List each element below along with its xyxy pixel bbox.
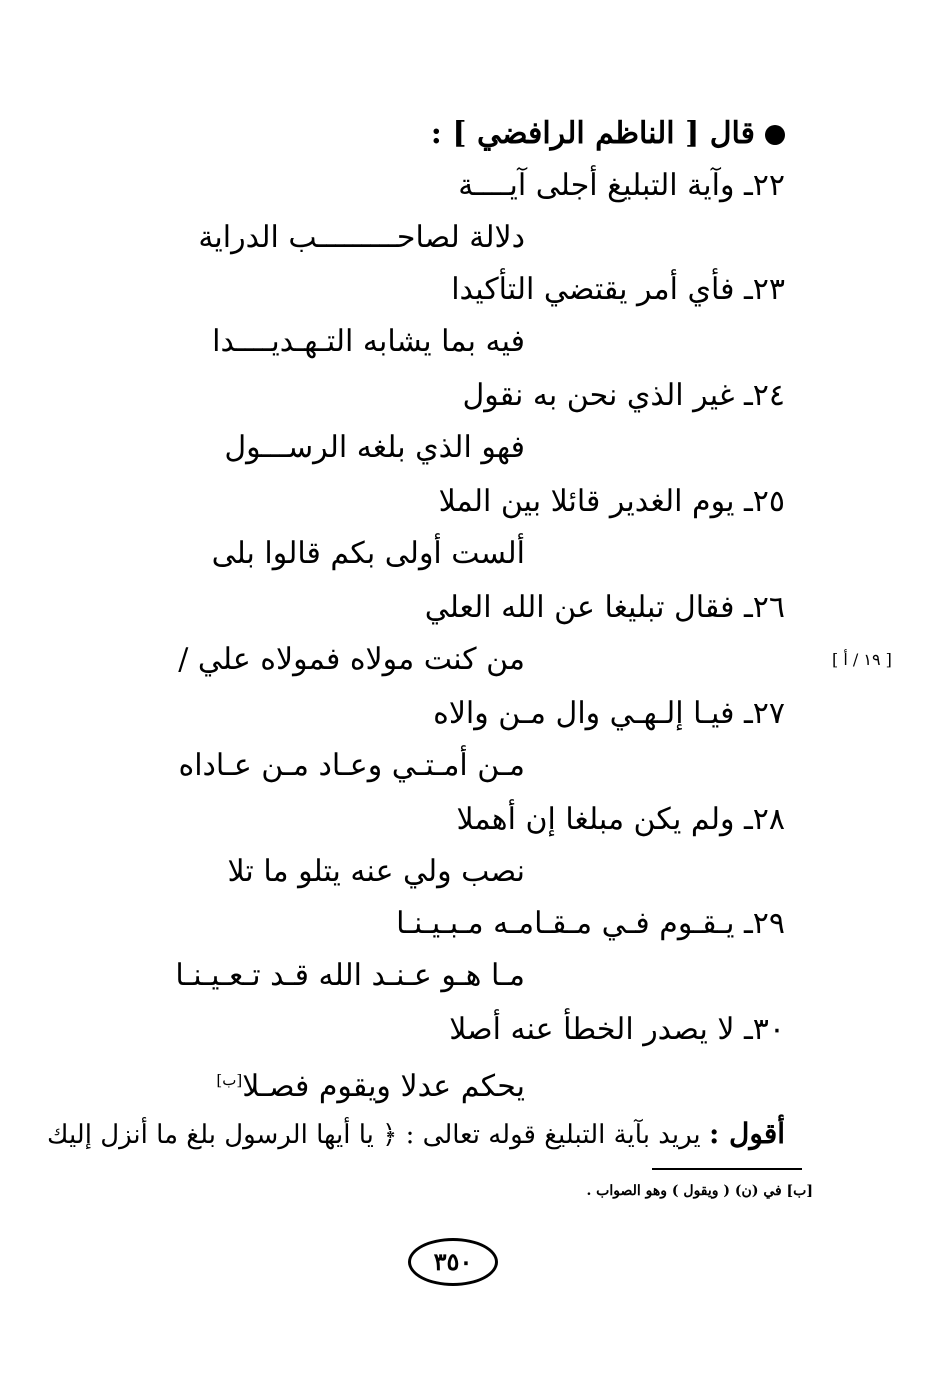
page-number: ٣٥٠ — [408, 1238, 498, 1286]
verse-22-first-hemistich: ٢٢ـ وآية التبليغ أجلى آيــــة — [458, 168, 785, 203]
verse-27-first-hemistich: ٢٧ـ فيـا إلـهـي وال مـن والاه — [433, 696, 785, 731]
verse-28-second-hemistich: نصب ولي عنه يتلو ما تلا — [227, 854, 525, 889]
footnote: [ب] في (ن) ( ويقول ) وهو الصواب . — [586, 1183, 813, 1199]
verse-23-second-hemistich: فيه بما يشابه التـهـديــــدا — [212, 324, 525, 359]
verse-24-second-hemistich: فهو الذي بلغه الرســـول — [224, 430, 525, 465]
verse-26-second-hemistich: من كنت مولاه فمولاه علي / — [178, 642, 525, 677]
verse-23-first-hemistich: ٢٣ـ فأي أمر يقتضي التأكيدا — [451, 272, 785, 307]
footnote-divider — [652, 1168, 802, 1170]
manuscript-folio-marker: [ ١٩ / أ ] — [832, 650, 892, 669]
verse-25-first-hemistich: ٢٥ـ يوم الغدير قائلا بين الملا — [438, 484, 785, 519]
verse-26-first-hemistich: ٢٦ـ فقال تبليغا عن الله العلي — [424, 590, 785, 625]
verse-27-second-hemistich: مـن أمـتـي وعـاد مـن عـاداه — [178, 748, 525, 783]
footnote-marker: [ب] — [216, 1071, 243, 1089]
verse-30-second-hemistich — [216, 1058, 525, 1109]
commentary-paragraph — [47, 1114, 785, 1155]
section-heading — [431, 112, 785, 156]
verse-28-first-hemistich: ٢٨ـ ولم يكن مبلغا إن أهملا — [456, 802, 785, 837]
heading-text: قال [ الناظم الرافضي ] : — [430, 116, 755, 151]
commentary-text: يريد بآية التبليغ قوله تعالى : ﴿ يا أيها الرسول بلغ ما أنزل إليك — [47, 1120, 701, 1150]
verse-30-second-text: يحكم عدلا ويقوم فصـلا — [242, 1069, 525, 1104]
verse-30-first-hemistich: ٣٠ـ لا يصدر الخطأ عنه أصلا — [449, 1012, 785, 1047]
verse-24-first-hemistich: ٢٤ـ غير الذي نحن به نقول — [462, 378, 785, 413]
commentary-lead: أقول : — [708, 1117, 785, 1150]
verse-29-first-hemistich: ٢٩ـ يـقـوم فـي مـقـامـه مـبـيـنـا — [396, 906, 785, 941]
verse-22-second-hemistich: دلالة لصاحـــــــــب الدراية — [198, 220, 525, 255]
verse-29-second-hemistich: مـا هـو عـنـد الله قـد تـعـيـنـا — [175, 958, 525, 993]
verse-25-second-hemistich: ألست أولى بكم قالوا بلى — [211, 536, 525, 571]
bullet-icon — [765, 125, 785, 145]
